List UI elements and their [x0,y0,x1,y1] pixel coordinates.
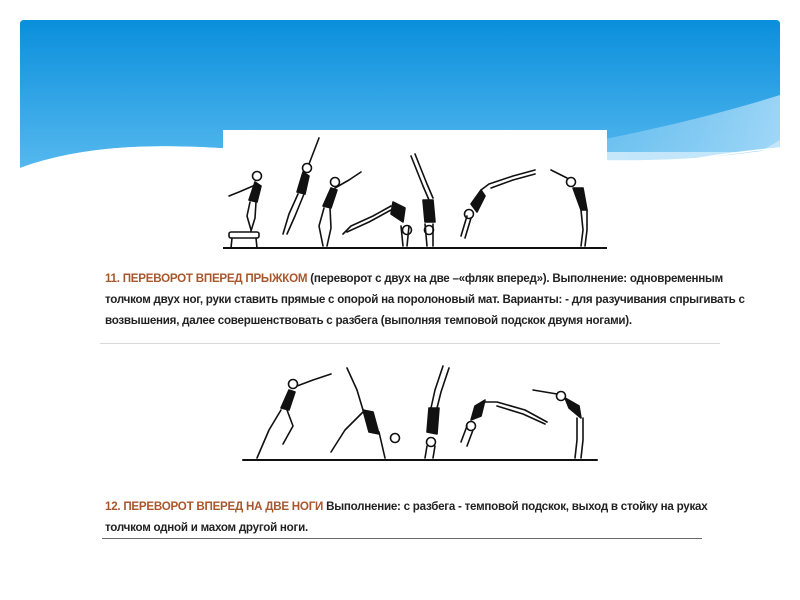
exercise-11-title: 11. ПЕРЕВОРОТ ВПЕРЕД ПРЫЖКОМ [105,272,308,285]
figure-exercise-12 [235,360,600,464]
exercise-12-description [105,496,707,538]
exercise-11-line-1 [105,268,745,289]
gymnast-sequence-handspring-from-takeoff-icon [223,130,607,252]
figure-exercise-11 [223,130,607,252]
gymnast-phase-3 [425,366,449,458]
gymnast-phase-3 [319,172,361,246]
exercise-11-line-2: толчком двух ног, руки ставить прямые с опорой на поролоновый мат. Варианты: - для разучивания спрыгивать с [105,293,745,306]
gymnast-phase-1 [257,374,331,458]
exercise-11-line-3: возвышения, далее совершенствовать с разбега (выполняя темповой подскок двумя ногами). [105,314,632,327]
exercise-12-line-1-rest: Выполнение: с разбега - темповой подскок, выход в стойку на руках [323,500,708,513]
exercise-12-line-1 [105,496,707,517]
gymnast-phase-1 [229,172,262,232]
exercise-12-title: 12. ПЕРЕВОРОТ ВПЕРЕД НА ДВЕ НОГИ [105,500,324,513]
gymnast-phase-4 [343,202,412,246]
gymnast-phase-5 [411,154,435,246]
gymnast-phase-2 [283,138,319,234]
divider-exercise-12 [102,538,702,539]
gymnast-phase-2 [331,368,400,458]
exercise-11-line-1-rest: (переворот с двух на две –«фляк вперед»). Выполнение: одновременным [307,272,724,285]
exercise-12-line-2: толчком одной и махом другой ноги. [105,521,308,534]
divider-exercise-11 [100,343,720,344]
gymnast-sequence-handspring-onto-two-legs-icon [235,360,600,464]
takeoff-box [229,232,259,248]
gymnast-phase-4 [461,400,547,446]
gymnast-phase-5 [533,390,583,458]
gymnast-phase-6 [461,170,535,238]
gymnast-phase-7 [551,170,587,246]
exercise-11-description [105,268,745,331]
